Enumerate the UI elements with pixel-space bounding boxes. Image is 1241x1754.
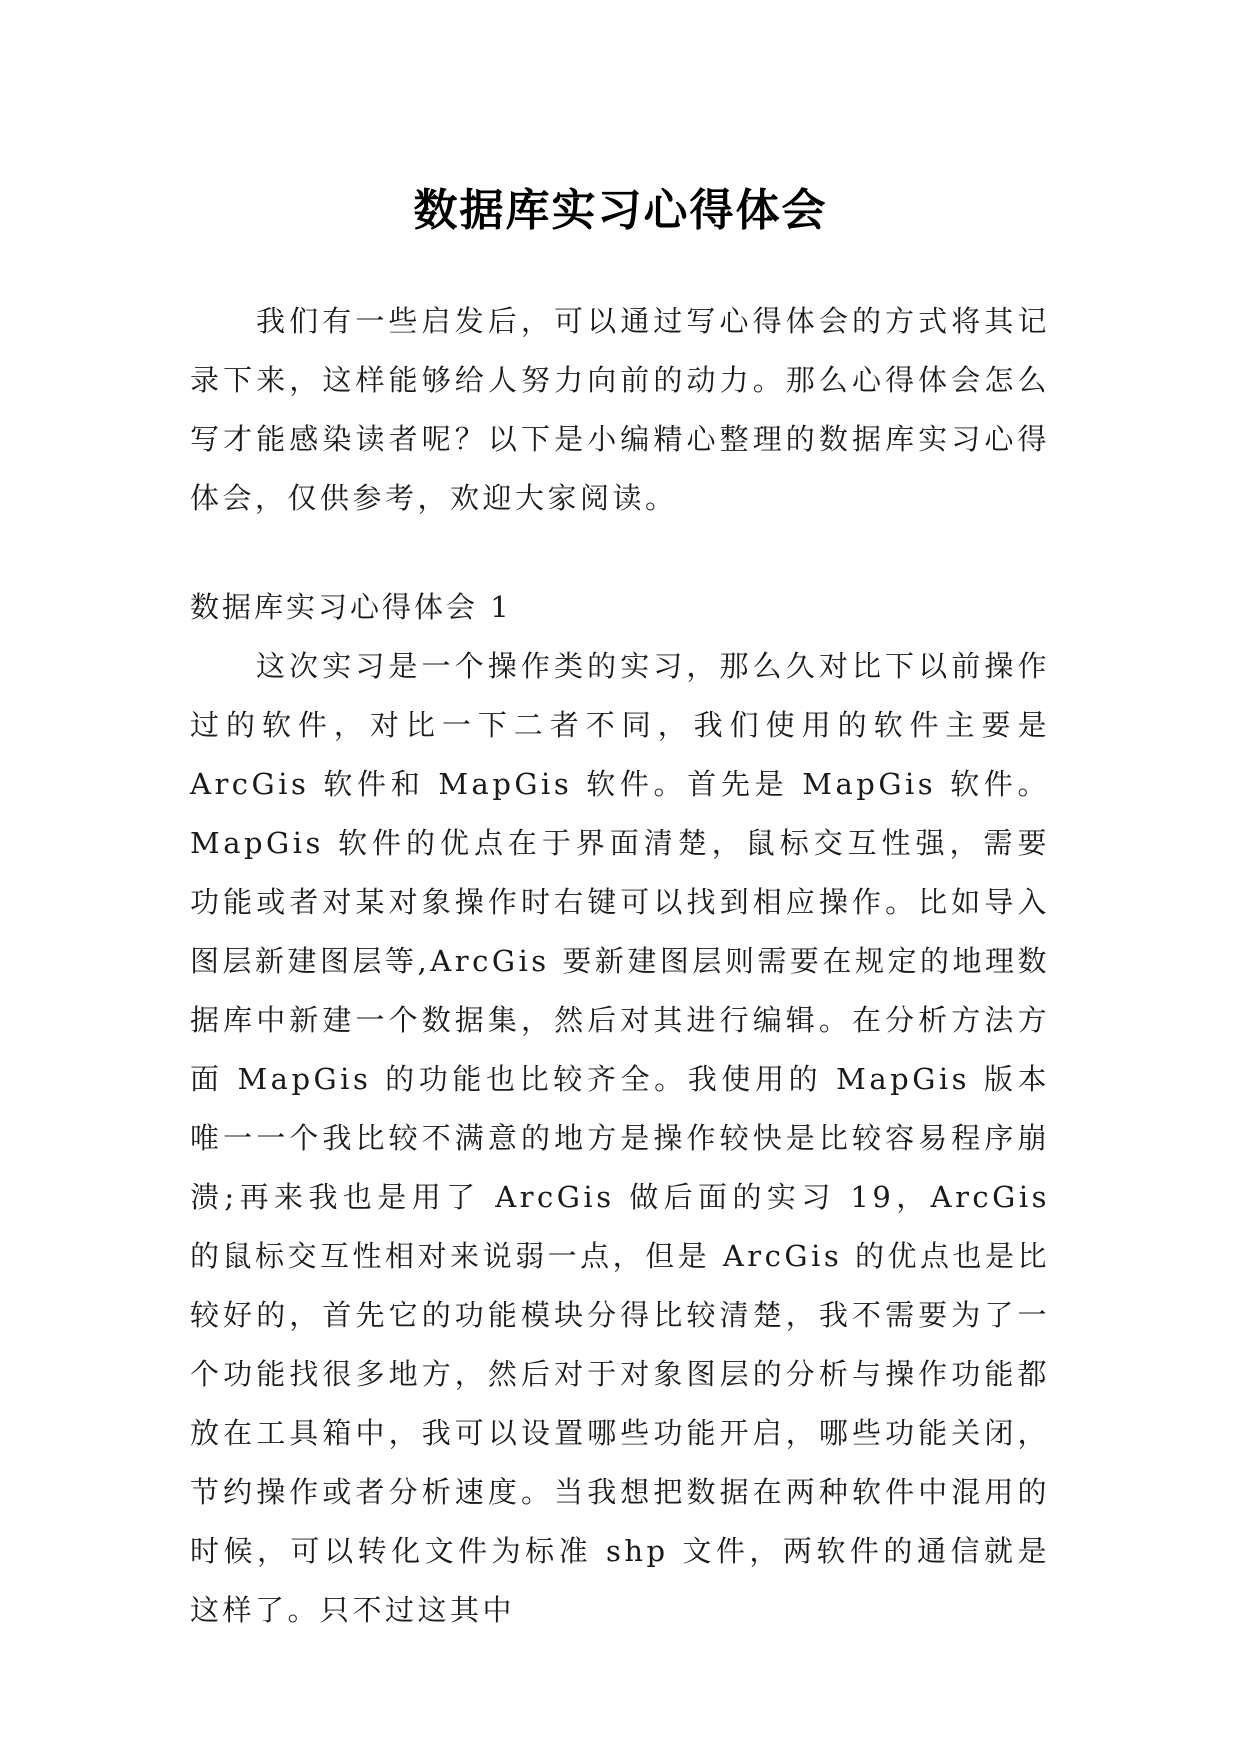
section-paragraph: 这次实习是一个操作类的实习，那么久对比下以前操作过的软件，对比一下二者不同，我们使用的软件主要是 ArcGis 软件和 MapGis 软件。首先是 MapGis 软件。MapGis 软件的优点在于界面清楚，鼠标交互性强，需要功能或者对某对象操作时右键可以找到相应操作。比如导入图层新建图层等,ArcGis 要新建图层则需要在规定的地理数据库中新建一个数据集，然后对其进行编辑。在分析方法方面 MapGis 的功能也比较齐全。我使用的 MapGis 版本唯一一个我比较不满意的地方是操作较快是比较容易程序崩溃;再来我也是用了 ArcGis 做后面的实习 19，ArcGis 的鼠标交互性相对来说弱一点，但是 ArcGis 的优点也是比较好的，首先它的功能模块分得比较清楚，我不需要为了一个功能找很多地方，然后对于对象图层的分析与操作功能都放在工具箱中，我可以设置哪些功能开启，哪些功能关闭，节约操作或者分析速度。当我想把数据在两种软件中混用的时候，可以转化文件为标准 shp 文件，两软件的通信就是这样了。只不过这其中 (190, 649, 1050, 1627)
intro-paragraph: 我们有一些启发后，可以通过写心得体会的方式将其记录下来，这样能够给人努力向前的动力。那么心得体会怎么写才能感染读者呢？以下是小编精心整理的数据库实习心得体会，仅供参考，欢迎大家阅读。 (190, 304, 1050, 515)
document-title: 数据库实习心得体会 (413, 185, 828, 237)
section-heading: 数据库实习心得体会 1 (190, 590, 512, 624)
